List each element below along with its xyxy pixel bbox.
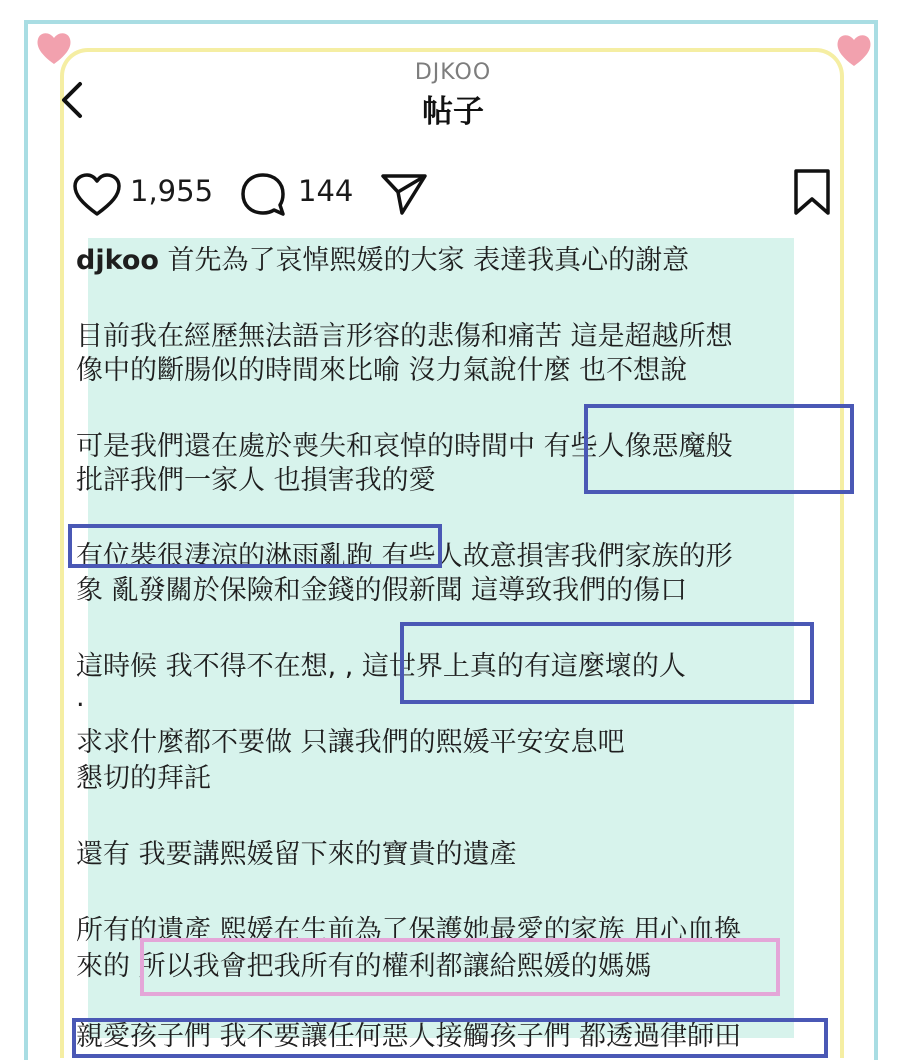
post-first-line bbox=[76, 244, 689, 278]
highlight-box bbox=[584, 404, 854, 494]
highlight-box bbox=[400, 622, 814, 704]
post-text: 可是我們還在處於喪失和哀悼的時間中 有些人像惡魔般 bbox=[76, 431, 733, 462]
like-count: 1,955 bbox=[130, 174, 214, 208]
post-text: 這時候 我不得不在想, , 這世界上真的有這麼壞的人 bbox=[76, 651, 686, 682]
post-text: 批評我們一家人 也損害我的愛 bbox=[76, 465, 436, 496]
post-text: 來的 所以我會把我所有的權利都讓給熙媛的媽媽 bbox=[76, 951, 652, 982]
highlight-box bbox=[68, 524, 442, 568]
page-title: 帖子 bbox=[422, 94, 484, 130]
post-text: 還有 我要講熙媛留下來的寶貴的遺產 bbox=[76, 839, 517, 870]
post-text: 像中的斷腸似的時間來比喻 沒力氣說什麼 也不想說 bbox=[76, 355, 688, 386]
comment-count: 144 bbox=[298, 174, 354, 208]
post-text: 求求什麼都不要做 只讓我們的熙媛平安安息吧 bbox=[76, 727, 625, 758]
post-text: 目前我在經歷無法語言形容的悲傷和痛苦 這是超越所想 bbox=[76, 321, 733, 352]
post-text: . bbox=[76, 682, 85, 713]
highlight-box bbox=[72, 1018, 828, 1058]
comment-icon[interactable] bbox=[238, 170, 288, 220]
post-username[interactable]: djkoo bbox=[76, 245, 159, 276]
share-send-icon[interactable] bbox=[380, 172, 428, 216]
post-text: 親愛孩子們 我不要讓任何惡人接觸孩子們 都透過律師田 bbox=[76, 1021, 742, 1052]
post-text: 懇切的拜託 bbox=[76, 763, 211, 794]
highlight-box bbox=[140, 938, 780, 996]
post-text: 有位裝很淒涼的淋雨亂跑 有些人故意損害我們家族的形 bbox=[76, 541, 733, 572]
post-text: 首先為了哀悼熙媛的大家 表達我真心的謝意 bbox=[167, 245, 690, 276]
post-text: 所有的遺產 熙媛在生前為了保護她最愛的家族 用心血換 bbox=[76, 915, 742, 946]
bookmark-icon[interactable] bbox=[792, 168, 832, 216]
account-name: DJKOO bbox=[414, 60, 492, 85]
post-text: 象 亂發關於保險和金錢的假新聞 這導致我們的傷口 bbox=[76, 575, 688, 606]
heart-like-icon[interactable] bbox=[72, 172, 122, 218]
